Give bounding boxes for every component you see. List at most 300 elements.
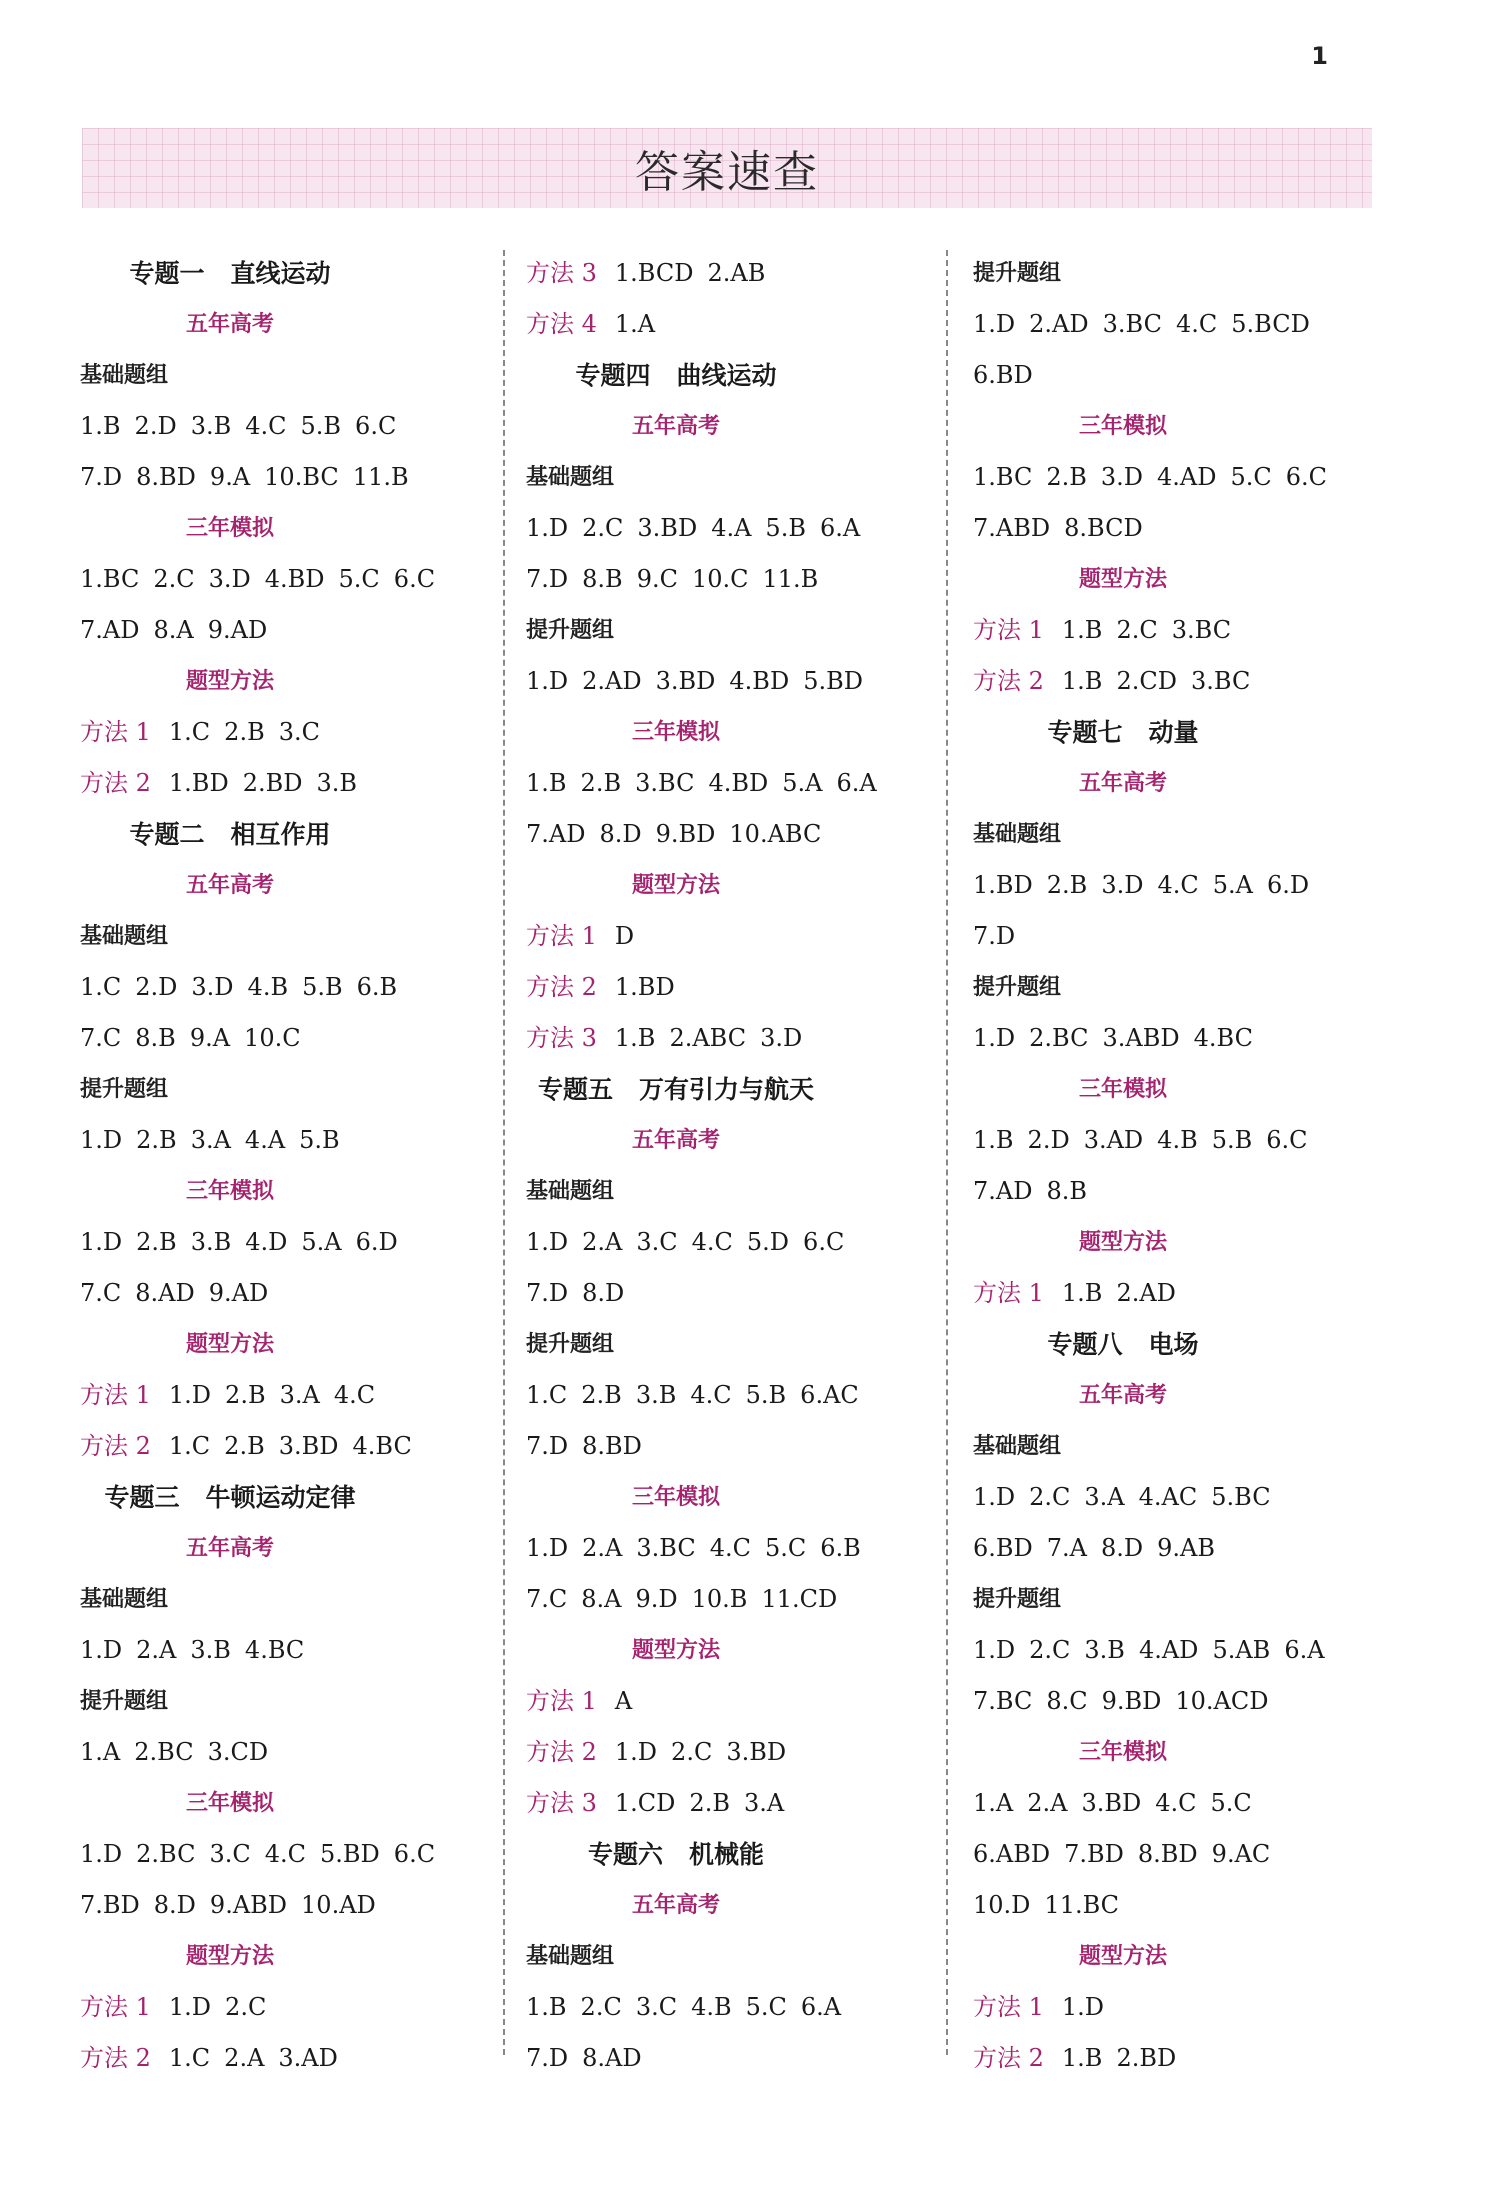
answer-item: 8.AD — [135, 1279, 195, 1307]
answer-item: 3.BC — [1190, 667, 1251, 695]
answer-item: 2.B — [224, 718, 265, 746]
topic-number: 专题七 — [1047, 718, 1123, 747]
answer-item: 4.C — [690, 1381, 732, 1409]
answer-item: 4.BC — [352, 1432, 412, 1460]
topic-title: 电场 — [1148, 1330, 1199, 1359]
answer-item: 2.BC — [136, 1840, 196, 1868]
answer-item: 1.C — [526, 1381, 568, 1409]
answer-item: 5.B — [300, 412, 342, 440]
answer-row — [80, 1829, 510, 1880]
answer-item: 3.C — [635, 1993, 678, 2021]
answer-item: 8.BCD — [1064, 514, 1143, 542]
section-subheading: 五年高考 — [185, 873, 274, 898]
answer-item: 2.B — [224, 1432, 265, 1460]
answer-item: 3.C — [278, 718, 320, 746]
group-label: 提升题组 — [526, 1332, 615, 1357]
answer-item: 2.C — [1116, 616, 1158, 644]
answer-item: 6.A — [800, 1993, 842, 2021]
answer-row — [973, 1829, 1403, 1880]
answer-row — [526, 1217, 956, 1268]
method-answer-row — [80, 2033, 510, 2084]
answer-item: 8.AD — [582, 2044, 642, 2072]
method-answer-row — [973, 605, 1403, 656]
section-subheading: 三年模拟 — [631, 720, 720, 745]
method-label: 方法 2 — [526, 1738, 597, 1766]
group-label: 基础题组 — [80, 363, 169, 388]
answer-row — [80, 962, 510, 1013]
answer-item: 2.C — [580, 1993, 622, 2021]
answer-item: 2.AD — [582, 667, 642, 695]
answer-column-3 — [973, 248, 1403, 2084]
title-banner — [82, 128, 1372, 208]
answer-item: 1.C — [168, 1432, 211, 1460]
answer-item: 1.A — [973, 1789, 1014, 1817]
method-answer-row — [80, 1370, 510, 1421]
answer-item: 4.BD — [729, 667, 790, 695]
section-subheading: 五年高考 — [631, 1893, 720, 1918]
page-number: 1 — [1311, 42, 1328, 70]
answer-item: 1.D — [614, 1738, 658, 1766]
answer-item: 4.A — [244, 1126, 286, 1154]
answer-item: D — [614, 922, 635, 950]
answer-item: 4.D — [245, 1228, 288, 1256]
answer-item: 1.BD — [614, 973, 675, 1001]
page-title: 答案速查 — [635, 147, 819, 198]
answer-item: 10.BC — [264, 463, 339, 491]
method-label: 方法 1 — [80, 718, 151, 746]
answer-item: A — [614, 1687, 633, 1715]
answer-item: 4.C — [333, 1381, 376, 1409]
answer-item: 1.B — [1061, 2044, 1103, 2072]
answer-row — [80, 605, 510, 656]
answer-item: 1.B — [80, 412, 121, 440]
group-label: 基础题组 — [80, 1587, 169, 1612]
answer-item: 9.AC — [1211, 1840, 1271, 1868]
answer-item: 3.D — [760, 1024, 803, 1052]
method-answer-row — [973, 1268, 1403, 1319]
answer-item: 1.D — [1061, 1993, 1105, 2021]
answer-item: 3.B — [635, 1381, 677, 1409]
method-label: 方法 3 — [526, 259, 597, 287]
answer-row — [80, 401, 510, 452]
section-subheading: 三年模拟 — [185, 1791, 274, 1816]
group-label: 基础题组 — [526, 1944, 615, 1969]
answer-item: 8.A — [153, 616, 194, 644]
answer-item: 9.A — [189, 1024, 231, 1052]
answer-item: 2.BD — [242, 769, 303, 797]
answer-item: 1.D — [526, 667, 569, 695]
answer-item: 9.AD — [207, 616, 268, 644]
answer-item: 1.B — [526, 769, 567, 797]
answer-item: 3.BD — [637, 514, 698, 542]
answer-item: 1.D — [973, 310, 1016, 338]
answer-item: 4.BC — [1193, 1024, 1253, 1052]
answer-item: 5.C — [338, 565, 380, 593]
answer-item: 6.C — [1285, 463, 1328, 491]
answer-item: 2.B — [225, 1381, 266, 1409]
answer-item: 8.B — [582, 565, 623, 593]
answer-row — [526, 1982, 956, 2033]
answer-item: 11.CD — [761, 1585, 838, 1613]
topic-number: 专题八 — [1047, 1330, 1123, 1359]
method-answer-row — [80, 758, 510, 809]
answer-item: 3.BC — [636, 1534, 696, 1562]
answer-item: 4.AC — [1138, 1483, 1198, 1511]
answer-item: 8.B — [135, 1024, 176, 1052]
method-answer-row — [973, 2033, 1403, 2084]
answer-item: 4.BD — [264, 565, 325, 593]
answer-item: 3.A — [1084, 1483, 1125, 1511]
answer-item: 1.D — [973, 1636, 1016, 1664]
answer-item: 7.D — [973, 922, 1016, 950]
method-answer-row — [526, 1778, 956, 1829]
topic-heading — [973, 1319, 1273, 1370]
answer-item: 3.D — [1101, 871, 1144, 899]
answer-item: 5.B — [765, 514, 806, 542]
answer-item: 10.ACD — [1175, 1687, 1269, 1715]
method-answer-row — [973, 656, 1403, 707]
answer-row — [526, 503, 956, 554]
answer-item: 2.A — [582, 1534, 623, 1562]
answer-row — [526, 1574, 956, 1625]
answer-row — [973, 299, 1403, 350]
topic-number: 专题四 — [575, 361, 651, 390]
answer-row — [973, 1472, 1403, 1523]
method-label: 方法 2 — [973, 667, 1044, 695]
answer-item: 2.D — [134, 412, 177, 440]
answer-item: 3.AD — [1083, 1126, 1144, 1154]
answer-item: 4.C — [1175, 310, 1218, 338]
answer-row — [973, 350, 1403, 401]
answer-item: 3.BD — [1081, 1789, 1142, 1817]
answer-item: 2.A — [1027, 1789, 1068, 1817]
section-subheading: 题型方法 — [631, 1638, 720, 1663]
answer-item: 4.C — [264, 1840, 307, 1868]
answer-item: 5.D — [746, 1228, 790, 1256]
answer-row — [80, 1268, 510, 1319]
answer-item: 3.B — [1084, 1636, 1125, 1664]
method-label: 方法 1 — [80, 1381, 151, 1409]
section-subheading: 题型方法 — [1078, 1944, 1167, 1969]
section-subheading: 三年模拟 — [1078, 1077, 1167, 1102]
answer-item: 2.AB — [707, 259, 766, 287]
answer-item: 3.D — [191, 973, 234, 1001]
answer-item: 7.ABD — [973, 514, 1051, 542]
topic-number: 专题二 — [129, 820, 205, 849]
answer-item: 1.BC — [80, 565, 140, 593]
answer-item: 6.BD — [973, 361, 1033, 389]
answer-item: 1.D — [973, 1024, 1016, 1052]
answer-item: 4.C — [709, 1534, 751, 1562]
section-subheading: 五年高考 — [631, 1128, 720, 1153]
answer-item: 2.AD — [1116, 1279, 1176, 1307]
answer-row — [973, 1625, 1403, 1676]
answer-row — [526, 2033, 956, 2084]
answer-row — [526, 554, 956, 605]
answer-item: 2.BC — [134, 1738, 194, 1766]
answer-item: 5.A — [782, 769, 823, 797]
section-subheading: 题型方法 — [631, 873, 720, 898]
answer-item: 9.D — [635, 1585, 678, 1613]
answer-item: 1.D — [526, 514, 569, 542]
method-answer-row — [80, 707, 510, 758]
answer-item: 8.D — [1101, 1534, 1144, 1562]
method-label: 方法 3 — [526, 1789, 597, 1817]
answer-item: 8.C — [1046, 1687, 1088, 1715]
answer-item: 3.D — [208, 565, 251, 593]
method-answer-row — [526, 299, 956, 350]
answer-item: 3.BC — [1171, 616, 1232, 644]
answer-item: 2.B — [1046, 871, 1088, 899]
method-label: 方法 2 — [80, 769, 151, 797]
method-label: 方法 1 — [973, 1279, 1044, 1307]
answer-item: 1.B — [1061, 1279, 1103, 1307]
answer-row — [526, 758, 956, 809]
answer-item: 4.B — [1157, 1126, 1198, 1154]
answer-item: 2.B — [580, 769, 622, 797]
answer-item: 3.A — [279, 1381, 320, 1409]
answer-item: 1.B — [1061, 616, 1103, 644]
answer-item: 6.C — [393, 565, 436, 593]
section-subheading: 三年模拟 — [1078, 414, 1167, 439]
method-answer-row — [526, 1676, 956, 1727]
answer-item: 4.AD — [1138, 1636, 1199, 1664]
answer-item: 2.B — [136, 1126, 177, 1154]
method-label: 方法 2 — [526, 973, 597, 1001]
answer-item: 2.BD — [1116, 2044, 1177, 2072]
answer-item: 5.C — [764, 1534, 807, 1562]
answer-item: 6.AC — [800, 1381, 859, 1409]
answer-item: 2.BC — [1029, 1024, 1089, 1052]
answer-row — [973, 860, 1403, 911]
answer-column-2 — [526, 248, 956, 2084]
answer-item: 6.A — [819, 514, 861, 542]
answer-row — [526, 1523, 956, 1574]
section-subheading: 题型方法 — [1078, 1230, 1167, 1255]
answer-item: 1.BD — [973, 871, 1033, 899]
answer-item: 6.C — [1266, 1126, 1308, 1154]
group-label: 基础题组 — [973, 1434, 1062, 1459]
answer-item: 7.A — [1046, 1534, 1088, 1562]
group-label: 提升题组 — [973, 1587, 1062, 1612]
group-label: 提升题组 — [526, 618, 615, 643]
answer-item: 7.D — [526, 2044, 569, 2072]
answer-item: 5.AB — [1212, 1636, 1271, 1664]
topic-title: 直线运动 — [230, 259, 331, 288]
answer-item: 6.C — [803, 1228, 845, 1256]
answer-item: 2.A — [224, 2044, 265, 2072]
method-answer-row — [80, 1982, 510, 2033]
section-subheading: 三年模拟 — [1078, 1740, 1167, 1765]
answer-row — [973, 1115, 1403, 1166]
answer-item: 11.BC — [1044, 1891, 1120, 1919]
method-label: 方法 1 — [973, 1993, 1044, 2021]
answer-item: 4.B — [691, 1993, 732, 2021]
method-label: 方法 4 — [526, 310, 597, 338]
answer-row — [526, 1268, 956, 1319]
group-label: 提升题组 — [973, 975, 1062, 1000]
answer-item: 6.A — [1284, 1636, 1325, 1664]
answer-item: 5.C — [1230, 463, 1272, 491]
answer-column-1 — [80, 248, 510, 2084]
answer-item: 6.ABD — [973, 1840, 1051, 1868]
method-answer-row — [80, 1421, 510, 1472]
answer-item: 7.C — [80, 1279, 122, 1307]
answer-item: 10.C — [691, 565, 749, 593]
section-subheading: 题型方法 — [185, 1332, 274, 1357]
answer-row — [973, 452, 1403, 503]
topic-number: 专题三 — [104, 1483, 180, 1512]
method-answer-row — [526, 1013, 956, 1064]
answer-item: 5.A — [301, 1228, 342, 1256]
answer-item: 5.BCD — [1231, 310, 1310, 338]
answer-item: 3.D — [1100, 463, 1144, 491]
answer-row — [973, 1166, 1403, 1217]
section-subheading: 五年高考 — [1078, 1383, 1167, 1408]
answer-item: 4.BC — [244, 1636, 305, 1664]
answer-item: 7.BD — [80, 1891, 140, 1919]
answer-item: 1.D — [80, 1126, 123, 1154]
answer-item: 6.C — [393, 1840, 436, 1868]
answer-row — [80, 1625, 510, 1676]
answer-item: 8.A — [581, 1585, 622, 1613]
answer-item: 5.BC — [1211, 1483, 1271, 1511]
topic-title: 机械能 — [689, 1840, 765, 1869]
method-label: 方法 3 — [526, 1024, 597, 1052]
topic-number: 专题一 — [129, 259, 205, 288]
answer-item: 11.B — [352, 463, 409, 491]
answer-item: 6.D — [355, 1228, 398, 1256]
answer-item: 6.BD — [973, 1534, 1033, 1562]
answer-item: 10.C — [244, 1024, 301, 1052]
answer-item: 1.A — [614, 310, 656, 338]
answer-row — [973, 503, 1403, 554]
answer-item: 6.C — [355, 412, 397, 440]
topic-title: 相互作用 — [230, 820, 331, 849]
answer-item: 1.D — [168, 1993, 212, 2021]
answer-item: 3.ABD — [1102, 1024, 1180, 1052]
section-subheading: 题型方法 — [185, 669, 274, 694]
answer-item: 6.D — [1266, 871, 1310, 899]
answer-item: 8.D — [153, 1891, 196, 1919]
answer-item: 2.C — [1029, 1636, 1071, 1664]
group-label: 提升题组 — [973, 261, 1062, 286]
section-subheading: 三年模拟 — [185, 1179, 274, 1204]
answer-item: 2.B — [581, 1381, 622, 1409]
answer-item: 1.CD — [614, 1789, 676, 1817]
section-subheading: 五年高考 — [185, 312, 274, 337]
method-label: 方法 1 — [526, 1687, 597, 1715]
method-answer-row — [526, 911, 956, 962]
method-label: 方法 1 — [526, 922, 597, 950]
answer-item: 2.CD — [1116, 667, 1177, 695]
answer-item: 5.B — [299, 1126, 340, 1154]
answer-item: 9.AB — [1157, 1534, 1216, 1562]
answer-item: 8.B — [1046, 1177, 1088, 1205]
answer-item: 7.BC — [973, 1687, 1033, 1715]
section-subheading: 五年高考 — [631, 414, 720, 439]
group-label: 提升题组 — [80, 1689, 169, 1714]
answer-row — [973, 1523, 1403, 1574]
answer-item: 4.B — [247, 973, 289, 1001]
answer-item: 1.B — [973, 1126, 1014, 1154]
answer-row — [526, 656, 956, 707]
answer-item: 2.C — [225, 1993, 267, 2021]
topic-title: 动量 — [1148, 718, 1199, 747]
topic-heading — [80, 1472, 380, 1523]
section-subheading: 题型方法 — [1078, 567, 1167, 592]
answer-item: 6.B — [356, 973, 398, 1001]
answer-item: 1.D — [973, 1483, 1016, 1511]
answer-item: 7.D — [526, 1432, 569, 1460]
group-label: 基础题组 — [973, 822, 1062, 847]
answer-item: 10.D — [973, 1891, 1031, 1919]
section-subheading: 三年模拟 — [185, 516, 274, 541]
answer-item: 5.BD — [320, 1840, 380, 1868]
answer-row — [80, 1217, 510, 1268]
answer-item: 7.AD — [80, 616, 140, 644]
section-subheading: 五年高考 — [185, 1536, 274, 1561]
group-label: 基础题组 — [526, 1179, 615, 1204]
answer-item: 5.B — [745, 1381, 787, 1409]
answer-row — [526, 809, 956, 860]
answer-row — [973, 1013, 1403, 1064]
answer-item: 10.ABC — [729, 820, 822, 848]
answer-item: 5.B — [1211, 1126, 1253, 1154]
answer-item: 3.A — [190, 1126, 231, 1154]
answer-item: 2.A — [136, 1636, 177, 1664]
answer-item: 3.C — [636, 1228, 678, 1256]
answer-item: 1.D — [168, 1381, 212, 1409]
section-subheading: 题型方法 — [185, 1944, 274, 1969]
method-answer-row — [526, 962, 956, 1013]
answer-row — [80, 1880, 510, 1931]
answer-item: 4.AD — [1157, 463, 1217, 491]
answer-item: 1.B — [614, 1024, 656, 1052]
answer-item: 4.C — [1155, 1789, 1197, 1817]
answer-item: 9.A — [209, 463, 251, 491]
answer-item: 6.A — [836, 769, 877, 797]
answer-item: 5.C — [1210, 1789, 1252, 1817]
topic-heading — [526, 1064, 826, 1115]
topic-title: 曲线运动 — [676, 361, 777, 390]
answer-item: 7.D — [526, 565, 569, 593]
method-label: 方法 2 — [80, 2044, 151, 2072]
answer-item: 2.ABC — [669, 1024, 747, 1052]
answer-row — [973, 1880, 1403, 1931]
topic-heading — [526, 1829, 826, 1880]
answer-item: 3.B — [190, 1228, 232, 1256]
answer-item: 1.D — [526, 1228, 569, 1256]
answer-row — [80, 554, 510, 605]
answer-row — [973, 1778, 1403, 1829]
topic-title: 牛顿运动定律 — [205, 1483, 356, 1512]
answer-row — [526, 1370, 956, 1421]
answer-item: 8.D — [582, 1279, 625, 1307]
answer-item: 3.BC — [1102, 310, 1162, 338]
topic-number: 专题六 — [587, 1840, 663, 1869]
answer-item: 7.C — [526, 1585, 568, 1613]
answer-item: 1.A — [80, 1738, 121, 1766]
answer-item: 1.D — [526, 1534, 569, 1562]
answer-item: 8.D — [599, 820, 642, 848]
answer-item: 7.D — [526, 1279, 569, 1307]
answer-item: 4.C — [245, 412, 287, 440]
answer-item: 7.AD — [973, 1177, 1033, 1205]
method-answer-row — [526, 1727, 956, 1778]
answer-item: 3.A — [743, 1789, 785, 1817]
method-label: 方法 1 — [80, 1993, 151, 2021]
